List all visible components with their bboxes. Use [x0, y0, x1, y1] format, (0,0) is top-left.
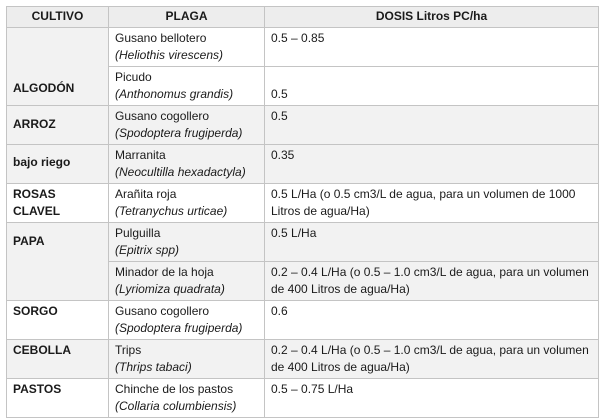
crop-cell: SORGO — [7, 301, 109, 340]
table-row — [7, 223, 599, 262]
crop-cell — [7, 28, 109, 106]
table-row — [7, 28, 599, 67]
table-row — [7, 106, 599, 145]
table-header-row — [7, 7, 599, 28]
pest-cell — [109, 340, 265, 379]
pest-common-name: Trips — [115, 343, 142, 357]
pest-common-name: Arañita roja — [115, 187, 177, 201]
pest-cell — [109, 184, 265, 223]
pest-scientific-name: (Thrips tabaci) — [115, 360, 192, 374]
pest-common-name: Gusano cogollero — [115, 304, 210, 318]
table-row — [7, 301, 599, 340]
pest-cell — [109, 106, 265, 145]
pest-common-name: Picudo — [115, 70, 152, 84]
dose-cell: 0.5 L/Ha — [265, 223, 599, 262]
pest-cell — [109, 28, 265, 67]
table-row — [7, 340, 599, 379]
pest-common-name: Pulguilla — [115, 226, 161, 240]
header-dosis: DOSIS Litros PC/ha — [265, 7, 599, 28]
dose-cell: 0.5 — [265, 106, 599, 145]
pest-scientific-name: (Lyriomiza quadrata) — [115, 282, 225, 296]
header-cultivo: CULTIVO — [7, 7, 109, 28]
crop-label-line-2: CLAVEL — [13, 204, 61, 218]
crop-cell: PASTOS — [7, 379, 109, 418]
table-row — [7, 184, 599, 223]
crop-cell: CEBOLLA — [7, 340, 109, 379]
table-row — [7, 379, 599, 418]
pest-cell — [109, 301, 265, 340]
pest-common-name: Gusano cogollero — [115, 109, 210, 123]
pest-scientific-name: (Epitrix spp) — [115, 243, 180, 257]
dose-cell: 0.5 – 0.85 — [265, 28, 599, 67]
dose-cell: 0.2 – 0.4 L/Ha (o 0.5 – 1.0 cm3/L de agua, para un volumen de 400 Litros de agua/Ha) — [265, 340, 599, 379]
crop-label: PAPA — [13, 234, 45, 248]
crop-label: ALGODÓN — [13, 81, 75, 95]
pest-cell — [109, 262, 265, 301]
crop-cell — [7, 223, 109, 301]
crop-label: ARROZ — [13, 117, 56, 131]
pest-scientific-name: (Anthonomus grandis) — [115, 87, 234, 101]
dose-cell: 0.5 L/Ha (o 0.5 cm3/L de agua, para un volumen de 1000 Litros de agua/Ha) — [265, 184, 599, 223]
pest-cell — [109, 67, 265, 106]
pest-common-name: Minador de la hoja — [115, 265, 214, 279]
dose-cell: 0.2 – 0.4 L/Ha (o 0.5 – 1.0 cm3/L de agua, para un volumen de 400 Litros de agua/Ha) — [265, 262, 599, 301]
dose-cell: 0.5 — [265, 67, 599, 106]
crop-label: bajo riego — [13, 155, 71, 169]
dose-cell: 0.5 – 0.75 L/Ha — [265, 379, 599, 418]
pest-scientific-name: (Heliothis virescens) — [115, 48, 224, 62]
crop-label-line-1: ROSAS — [13, 187, 56, 201]
pest-scientific-name: (Neocultilla hexadactyla) — [115, 165, 246, 179]
pest-scientific-name: (Collaria columbiensis) — [115, 399, 237, 413]
pest-common-name: Marranita — [115, 148, 166, 162]
pest-common-name: Gusano bellotero — [115, 31, 207, 45]
pest-cell — [109, 223, 265, 262]
crop-cell — [7, 106, 109, 145]
pest-common-name: Chinche de los pastos — [115, 382, 234, 396]
crop-cell — [7, 184, 109, 223]
pest-scientific-name: (Spodoptera frugiperda) — [115, 321, 243, 335]
pest-scientific-name: (Spodoptera frugiperda) — [115, 126, 243, 140]
table-row — [7, 145, 599, 184]
pest-cell — [109, 145, 265, 184]
dose-cell: 0.6 — [265, 301, 599, 340]
dose-cell: 0.35 — [265, 145, 599, 184]
crop-cell — [7, 145, 109, 184]
pest-scientific-name: (Tetranychus urticae) — [115, 204, 228, 218]
header-plaga: PLAGA — [109, 7, 265, 28]
pesticide-dosage-table — [6, 6, 599, 418]
pest-cell — [109, 379, 265, 418]
